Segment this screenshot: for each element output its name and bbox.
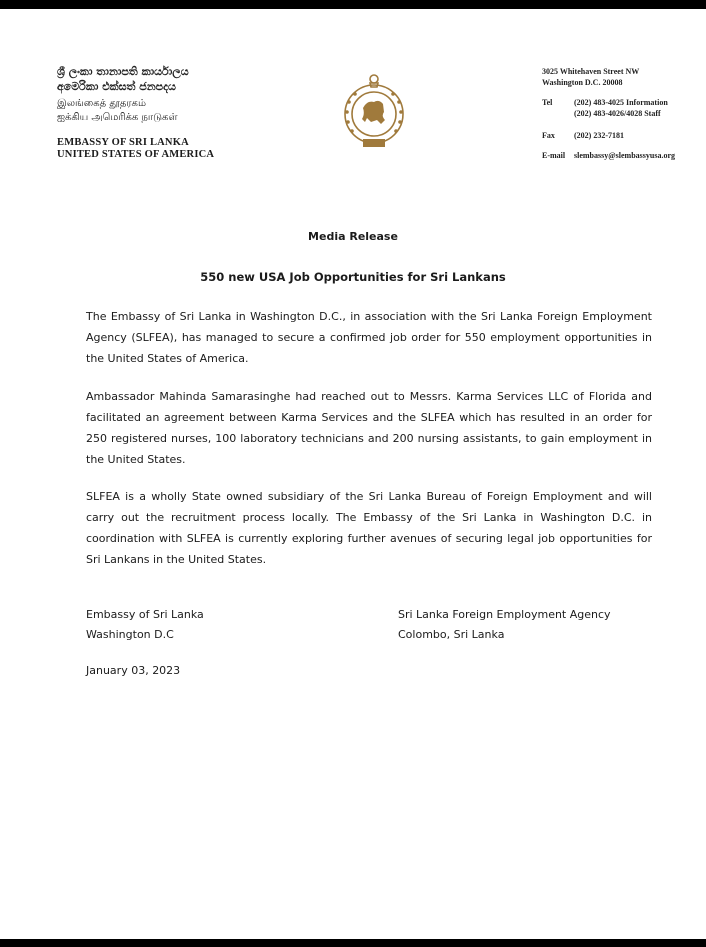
bottom-border	[0, 939, 706, 947]
sinhala-name-line2: අමෙරිකා එක්සත් ජනපදය	[57, 80, 176, 93]
document-title: 550 new USA Job Opportunities for Sri Lankans	[200, 270, 506, 284]
signature-right-line1: Sri Lanka Foreign Employment Agency	[398, 608, 611, 621]
top-border	[0, 0, 706, 9]
sinhala-name-line1: ශ්‍රී ලංකා තානාපති කාර්යාලය	[57, 65, 189, 78]
email-label: E-mail	[542, 151, 566, 160]
email-value: slembassy@slembassyusa.org	[574, 151, 676, 160]
tel-line1: (202) 483-4025 Information	[574, 98, 668, 107]
signature-slfea	[398, 605, 611, 645]
signature-left-line1: Embassy of Sri Lanka	[86, 608, 204, 621]
tel-label: Tel	[542, 98, 553, 107]
address-line1: 3025 Whitehaven Street NW	[542, 67, 640, 76]
tel-row	[542, 97, 702, 119]
tamil-name-line1: இலங்கைத் தூதரகம்	[57, 98, 146, 109]
fax-label: Fax	[542, 131, 555, 140]
english-name-line2: UNITED STATES OF AMERICA	[57, 149, 215, 160]
paragraph-1: The Embassy of Sri Lanka in Washington D.C., in association with the Sri Lanka Foreign Employment Agency (SLFEA), has managed to secure a confirmed job order for 550 employment opportunities in the United States of America.	[86, 310, 652, 365]
fax-row	[542, 130, 702, 141]
media-release-heading: Media Release	[308, 230, 398, 243]
sri-lanka-emblem-icon	[341, 66, 407, 152]
signature-embassy	[86, 605, 204, 645]
paragraph-2: Ambassador Mahinda Samarasinghe had reached out to Messrs. Karma Services LLC of Florida and facilitated an agreement between Karma Services and the SLFEA which has resulted in an order for 250 registered nurses, 100 laboratory technicians and 200 nursing assistants, to gain employment in the United States.	[86, 390, 652, 466]
fax-value: (202) 232-7181	[574, 131, 624, 140]
tel-line2: (202) 483-4026/4028 Staff	[574, 109, 661, 118]
email-row	[542, 150, 702, 161]
tamil-name-line2: ஐக்கிய அமெரிக்க நாடுகள்	[57, 112, 178, 123]
signature-left-line2: Washington D.C	[86, 628, 174, 641]
release-date: January 03, 2023	[86, 664, 181, 677]
address-block	[542, 66, 702, 88]
letterhead-contact	[542, 66, 702, 161]
address-line2: Washington D.C. 20008	[542, 78, 623, 87]
signature-right-line2: Colombo, Sri Lanka	[398, 628, 505, 641]
english-name-line1: EMBASSY OF SRI LANKA	[57, 137, 189, 148]
paragraph-3: SLFEA is a wholly State owned subsidiary of the Sri Lanka Bureau of Foreign Employment and will carry out the recruitment process locally. The Embassy of the Sri Lanka in Washington D.C. in coordination with SLFEA is currently exploring further avenues of securing legal job opportunities for Sri Lankans in the United States.	[86, 490, 652, 566]
letterhead-organization	[57, 64, 317, 161]
